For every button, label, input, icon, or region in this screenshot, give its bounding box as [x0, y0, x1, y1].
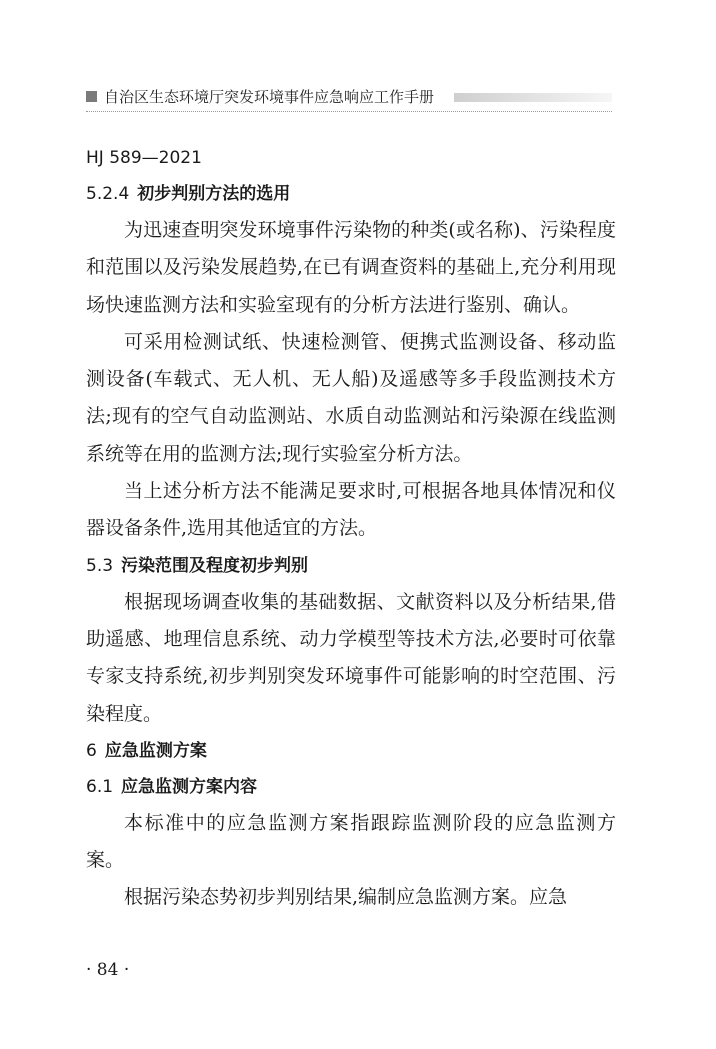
- paragraph: 可采用检测试纸、快速检测管、便携式监测设备、移动监测设备(车载式、无人机、无人船)及遥感等多手段监测技术方法;现有的空气自动监测站、水质自动监测站和污染源在线监测系统等在用的监测方法;现行实验室分析方法。: [86, 330, 616, 465]
- section-number: 5.2.4: [86, 184, 130, 204]
- section-title: 初步判别方法的选用: [137, 184, 291, 204]
- paragraph: 根据现场调查收集的基础数据、文献资料以及分析结果,借助遥感、地理信息系统、动力学模型等技术方法,必要时可依靠专家支持系统,初步判别突发环境事件可能影响的时空范围、污染程度。: [86, 590, 616, 725]
- paragraph: 根据污染态势初步判别结果,编制应急监测方案。应急: [124, 886, 568, 909]
- paragraph: 为迅速查明突发环境事件污染物的种类(或名称)、污染程度和范围以及污染发展趋势,在已有调查资料的基础上,充分利用现场快速监测方法和实验室现有的分析方法进行鉴别、确认。: [86, 219, 616, 316]
- section-title: 应急监测方案: [104, 740, 207, 761]
- section-heading-6-1: [86, 769, 616, 805]
- section-title: 应急监测方案内容: [121, 776, 258, 797]
- section-heading-5-3: [86, 548, 616, 584]
- section-number: 5.3: [86, 555, 114, 576]
- running-header: [86, 86, 612, 110]
- section-heading-5-2-4: [86, 176, 616, 212]
- section-number: 6: [86, 740, 97, 761]
- header-square-marker: [86, 91, 97, 102]
- header-dotted-rule: [86, 111, 612, 112]
- header-gradient-bar: [454, 93, 612, 102]
- page-body: [86, 140, 616, 917]
- section-title: 污染范围及程度初步判别: [121, 555, 309, 576]
- header-title: 自治区生态环境厅突发环境事件应急响应工作手册: [104, 88, 435, 106]
- standard-number: HJ 589—2021: [86, 148, 202, 168]
- page-number: · 84 ·: [86, 960, 130, 980]
- paragraph: 当上述分析方法不能满足要求时,可根据各地具体情况和仪器设备条件,选用其他适宜的方法。: [86, 480, 616, 540]
- section-number: 6.1: [86, 776, 114, 797]
- paragraph: 本标准中的应急监测方案指跟踪监测阶段的应急监测方案。: [86, 811, 616, 872]
- section-heading-6: [86, 733, 616, 769]
